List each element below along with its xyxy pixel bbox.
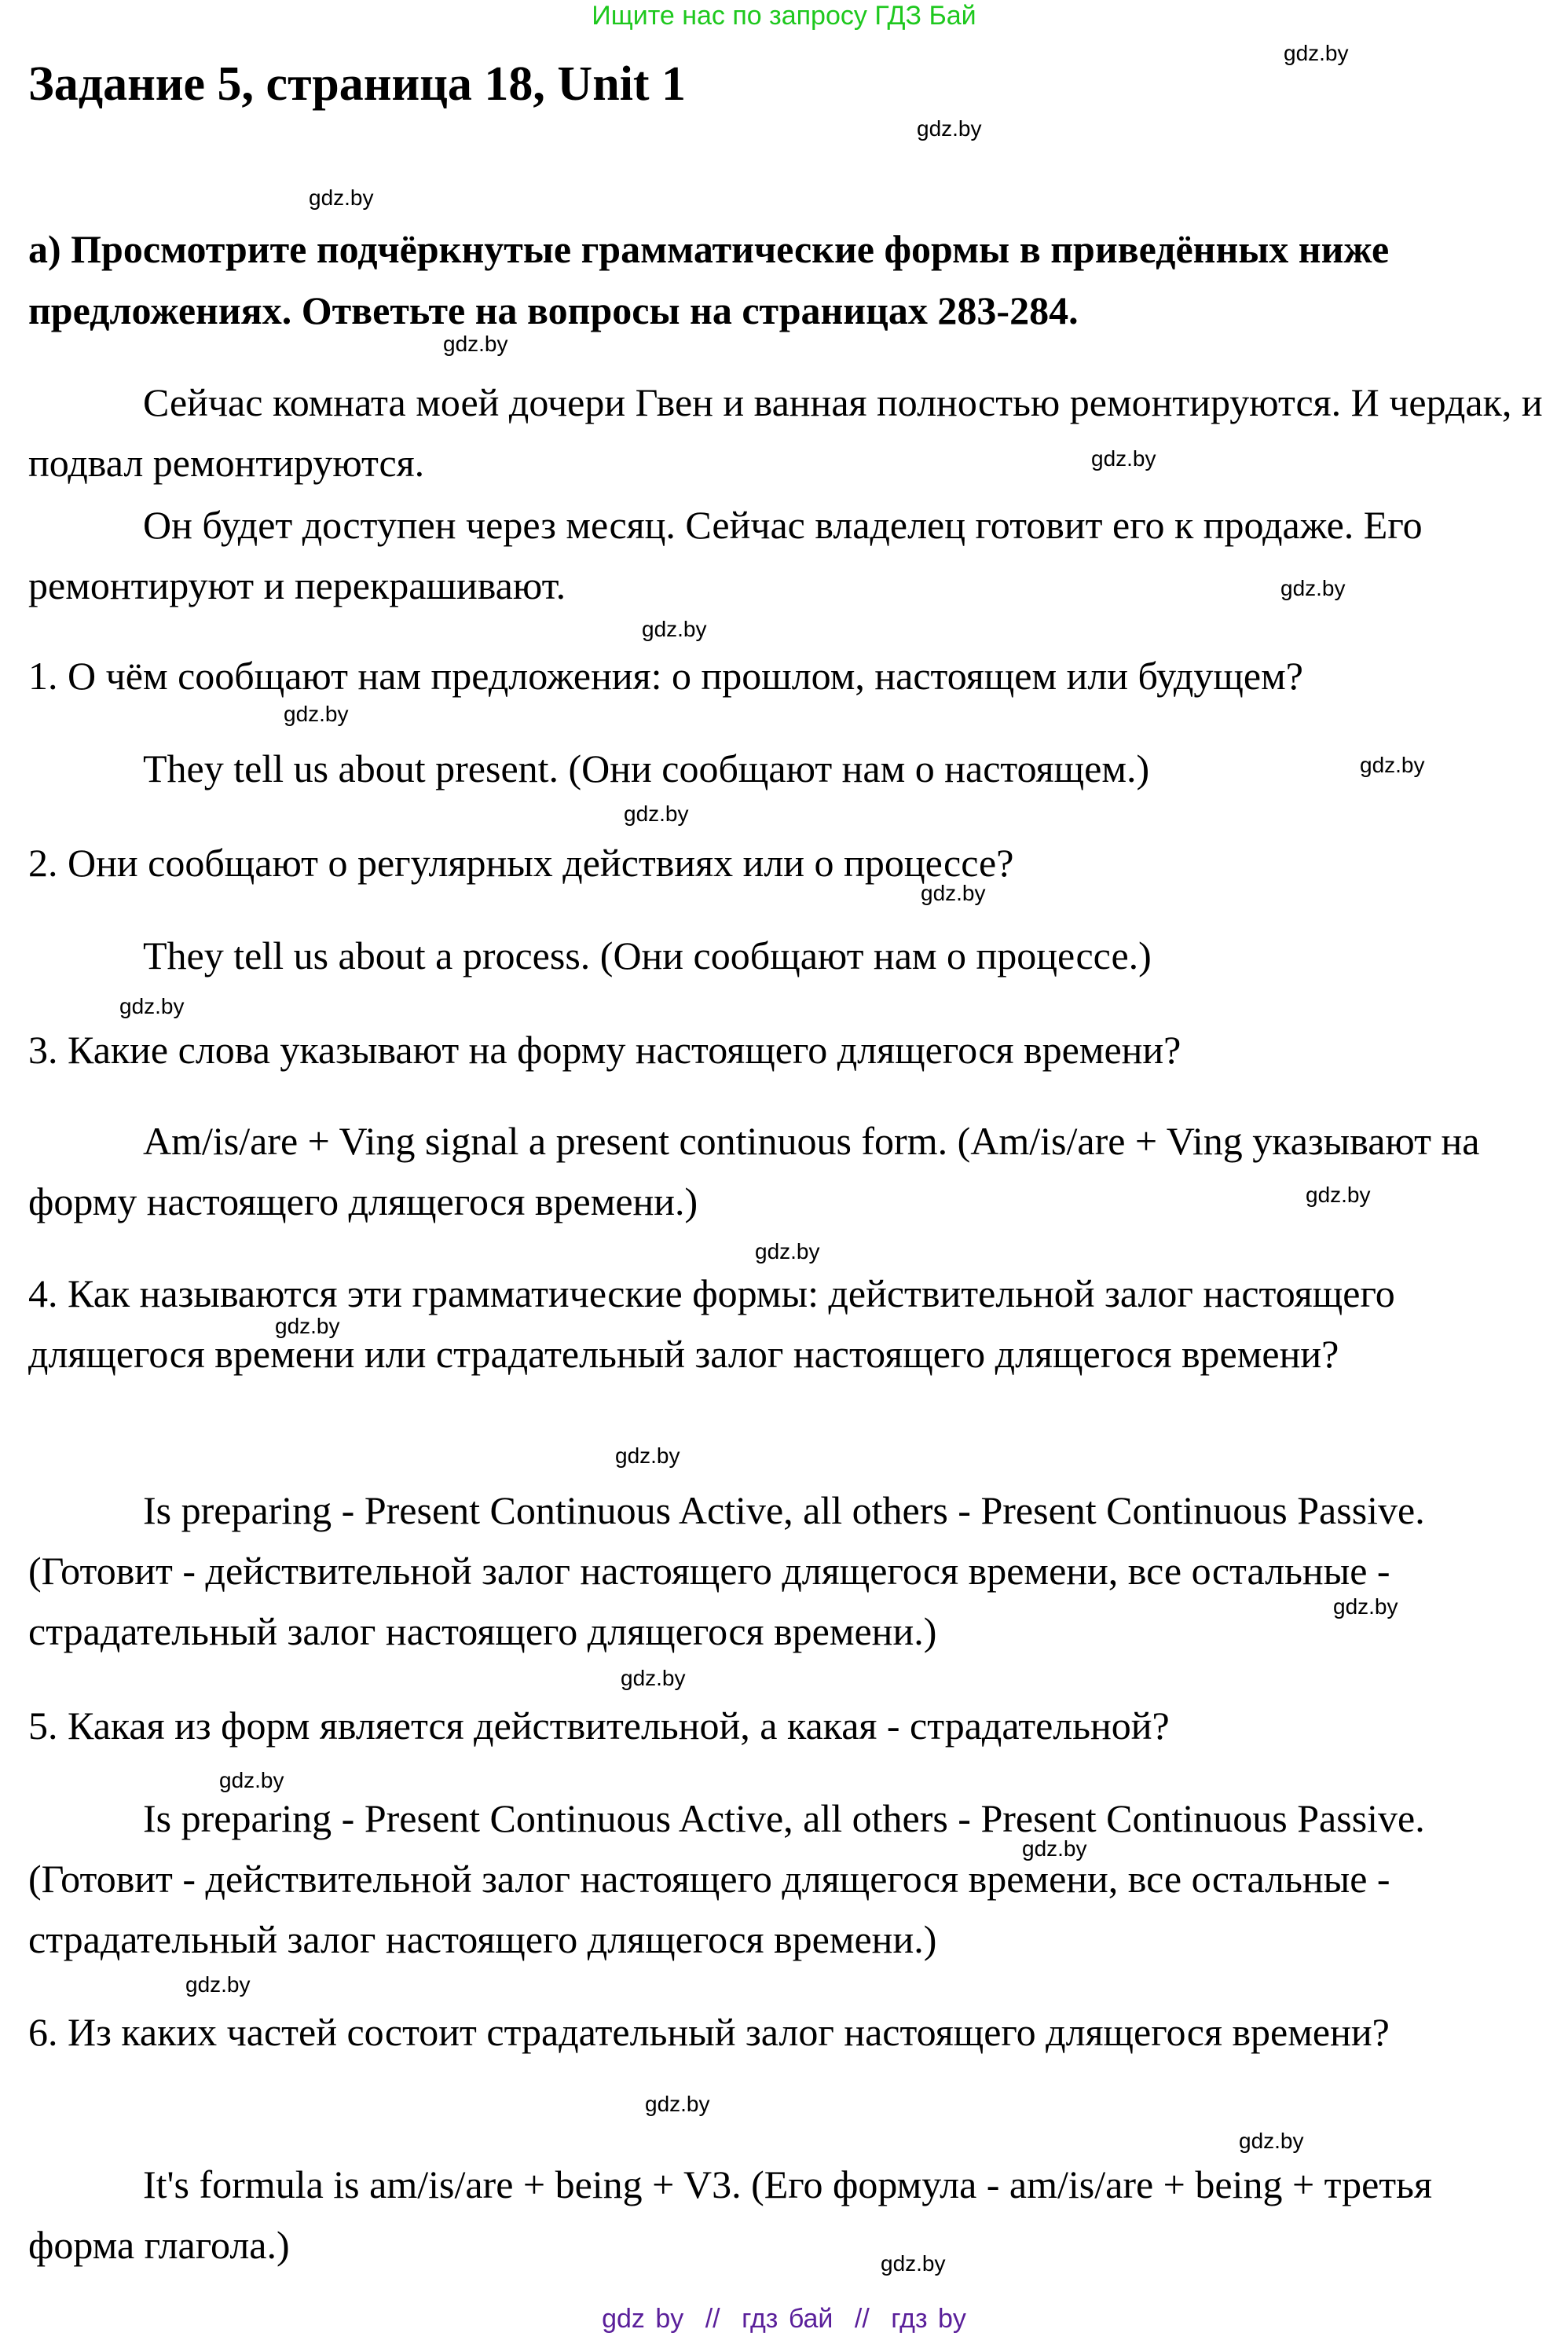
watermark: gdz.by xyxy=(219,1768,284,1792)
task-instruction: а) Просмотрите подчёркнутые грамматические формы в приведённых ниже предложениях. Ответьте на вопросы на страницах 283-284. xyxy=(28,227,1390,332)
answer-4: Is preparing - Present Continuous Active, all others - Present Continuous Passive. (Готовит - действительной залог настоящего длящегося времени, все остальные - страдательный залог настоящего длящегося времени.) xyxy=(28,1488,1425,1653)
answer-2: They tell us about a process. (Они сообщают нам о процессе.) xyxy=(143,933,1152,977)
watermark: gdz.by xyxy=(275,1314,340,1338)
answer-5: Is preparing - Present Continuous Active, all others - Present Continuous Passive. (Готовит - действительной залог настоящего длящегося времени, все остальные - страдательный залог настоящего длящегося времени.) xyxy=(28,1796,1425,1961)
footer-link-gdz-by-cyr[interactable]: гдз by xyxy=(891,2304,966,2334)
watermark: gdz.by xyxy=(1306,1183,1371,1207)
question-3: 3. Какие слова указывают на форму настоящего длящегося времени? xyxy=(28,1028,1181,1072)
watermark: gdz.by xyxy=(185,1972,251,1997)
watermark: gdz.by xyxy=(615,1443,680,1468)
watermark: gdz.by xyxy=(1284,41,1349,65)
watermark: gdz.by xyxy=(917,116,982,141)
watermark: gdz.by xyxy=(1333,1594,1398,1619)
watermark: gdz.by xyxy=(755,1239,820,1264)
footer-separator: // xyxy=(705,2304,720,2334)
watermark: gdz.by xyxy=(645,2092,710,2116)
watermark: gdz.by xyxy=(881,2251,946,2276)
watermark: gdz.by xyxy=(119,994,185,1018)
watermark: gdz.by xyxy=(309,185,374,210)
watermark: gdz.by xyxy=(1022,1836,1087,1861)
context-paragraph-1: Сейчас комната моей дочери Гвен и ванная полностью ремонтируются. И чердак, и подвал ремонтируются. xyxy=(28,380,1543,485)
watermark: gdz.by xyxy=(1360,753,1425,777)
watermark: gdz.by xyxy=(1239,2129,1304,2153)
answer-6: It's formula is am/is/are + being + V3. (Его формула - am/is/are + being + третья форма глагола.) xyxy=(28,2162,1432,2267)
watermark: gdz.by xyxy=(921,881,986,905)
question-6: 6. Из каких частей состоит страдательный залог настоящего длящегося времени? xyxy=(28,2010,1390,2054)
watermark: gdz.by xyxy=(284,702,349,726)
context-paragraph-2: Он будет доступен через месяц. Сейчас владелец готовит его к продаже. Его ремонтируют и перекрашивают. xyxy=(28,503,1423,607)
question-1: 1. О чём сообщают нам предложения: о прошлом, настоящем или будущем? xyxy=(28,654,1303,698)
page-title: Задание 5, страница 18, Unit 1 xyxy=(28,57,687,111)
top-search-banner: Ищите нас по запросу ГДЗ Бай xyxy=(592,1,976,31)
answer-3: Am/is/are + Ving signal a present continuous form. (Am/is/are + Ving указывают на форму настоящего длящегося времени.) xyxy=(28,1119,1480,1223)
watermark: gdz.by xyxy=(642,617,707,641)
footer-separator: // xyxy=(854,2304,870,2334)
footer-link-gdz-by[interactable]: gdz by xyxy=(602,2304,684,2334)
watermark: gdz.by xyxy=(443,332,508,356)
footer-links xyxy=(0,2304,1568,2334)
question-4: 4. Как называются эти грамматические формы: действительной залог настоящего длящегося времени или страдательный залог настоящего длящегося времени? xyxy=(28,1271,1395,1376)
question-2: 2. Они сообщают о регулярных действиях или о процессе? xyxy=(28,841,1014,885)
watermark: gdz.by xyxy=(1091,446,1156,471)
footer-link-gdz-bai[interactable]: гдз бай xyxy=(742,2304,833,2334)
answer-1: They tell us about present. (Они сообщают нам о настоящем.) xyxy=(143,746,1150,790)
watermark: gdz.by xyxy=(624,801,689,826)
watermark: gdz.by xyxy=(621,1666,686,1690)
question-5: 5. Какая из форм является действительной, а какая - страдательной? xyxy=(28,1704,1170,1748)
watermark: gdz.by xyxy=(1280,576,1346,600)
